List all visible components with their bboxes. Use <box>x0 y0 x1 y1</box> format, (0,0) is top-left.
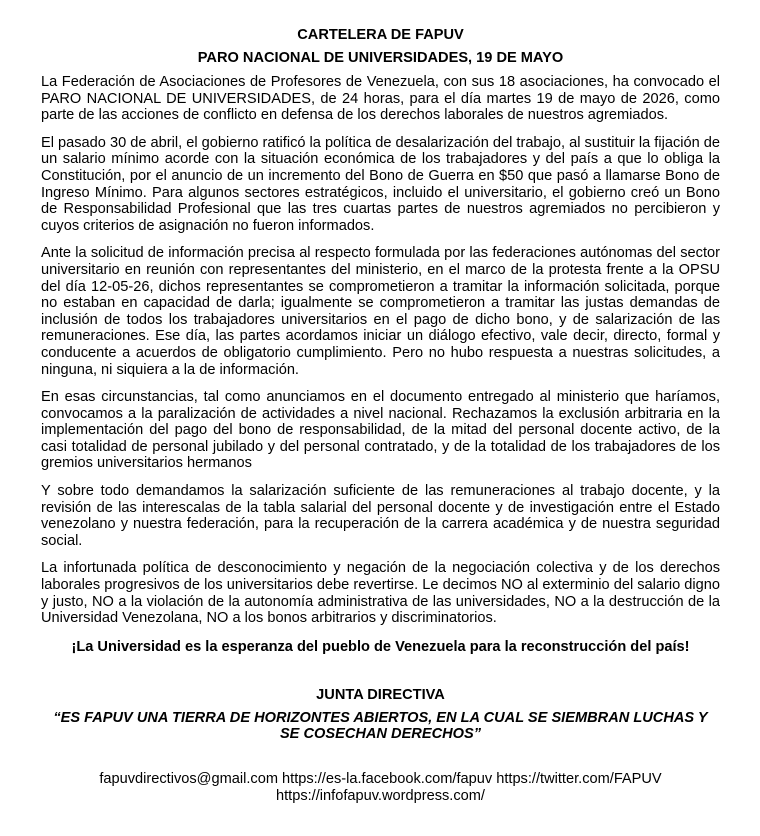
paragraph-2: El pasado 30 de abril, el gobierno ratificó la política de desalarización del trabajo, al sustituir la fijación de un salario mínimo acorde con la situación económica de los trabajadores y del país a que lo obliga la Constitución, por el anuncio de un incremento del Bono de Guerra en $50 que pasó a llamarse Bono de Ingreso Mínimo. Para algunos sectores estratégicos, incluido el universitario, el gobierno creó un Bono de Responsabilidad Profesional que las tres cuartas partes de nuestros agremiados no percibieron y cuyos criterios de asignación no fueron informados. <box>41 134 721 234</box>
paragraph-3: Ante la solicitud de información precisa al respecto formulada por las federaciones autónomas del sector universitario en reunión con representantes del ministerio, en el marco de la protesta frente a la OPSU del día 12-05-26, dichos representantes se comprometieron a tramitar la información solicitada, porque no estaban en capacidad de darla; igualmente se comprometieron a tramitar las justas demandas de inclusión de todos los trabajadores universitarios en el pago de dicho bono, y de salarización de las remuneraciones. Ese día, las partes acordamos iniciar un diálogo efectivo, vale decir, directo, formal y conducente a acuerdos de obligatorio cumplimiento. Pero no hubo respuesta a nuestras solicitudes, a ninguna, ni siquiera a la de información. <box>41 245 720 378</box>
paragraph-6: La infortunada política de desconocimiento y negación de la negociación colectiva y de los derechos laborales progresivos de los universitarios debe revertirse. Le decimos NO al exterminio del salario digno y justo, NO a la violación de la autonomía administrativa de las universidades, NO a la destrucción de la Universidad Venezolana, NO a los bonos arbitrarios y discriminatorios. <box>41 560 720 627</box>
email-link[interactable]: fapuvdirectivos@gmail.com <box>99 771 278 787</box>
facebook-link[interactable]: https://es-la.facebook.com/fapuv <box>282 771 493 787</box>
paragraph-1: La Federación de Asociaciones de Profesores de Venezuela, con sus 18 asociaciones, ha convocado el PARO NACIONAL DE UNIVERSIDADES, de 24 horas, para el día martes 19 de mayo de 2026, como parte de las acciones de conflicto en defensa de los derechos laborales de nuestros agremiados. <box>41 74 720 124</box>
paragraph-4: En esas circunstancias, tal como anunciamos en el documento entregado al ministerio que haríamos, convocamos a la paralización de actividades a nivel nacional. Rechazamos la exclusión arbitraria en la implementación del pago del bono de responsabilidad, de la mitad del personal docente activo, de la casi totalidad de personal jubilado y del personal contratado, y de la totalidad de los trabajadores de los gremios universitarios hermanos <box>41 389 720 472</box>
twitter-link[interactable]: https://twitter.com/FAPUV <box>496 771 662 787</box>
paragraph-5: Y sobre todo demandamos la salarización suficiente de las remuneraciones al trabajo docente, y la revisión de las interescalas de la tabla salarial del personal docente y de investigación entre el Estado venezolano y nuestra federación, para la recuperación de la carrera académica y de nuestra seguridad social. <box>41 483 720 549</box>
document-title: CARTELERA DE FAPUV <box>297 27 464 43</box>
federation-motto: “ES FAPUV UNA TIERRA DE HORIZONTES ABIERTOS, EN LA CUAL SE SIEMBRAN LUCHAS Y SE COSECHAN DERECHOS” <box>53 709 708 743</box>
blog-link[interactable]: https://infofapuv.wordpress.com/ <box>275 787 485 804</box>
contact-info <box>41 771 720 804</box>
closing-slogan: ¡La Universidad es la esperanza del pueblo de Venezuela para la reconstrucción del país! <box>71 638 690 655</box>
bulletin-document <box>41 25 720 804</box>
board-heading: JUNTA DIRECTIVA <box>316 686 445 703</box>
document-subtitle: PARO NACIONAL DE UNIVERSIDADES, 19 DE MAYO <box>197 50 564 66</box>
